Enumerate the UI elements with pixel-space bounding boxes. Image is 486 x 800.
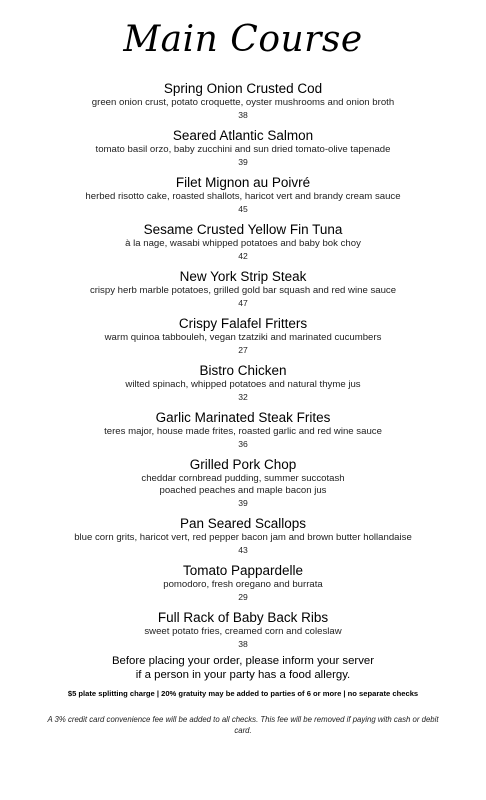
- menu-item-description: tomato basil orzo, baby zucchini and sun dried tomato-olive tapenade: [95, 144, 391, 155]
- menu-item-name: Filet Mignon au Poivré: [175, 175, 311, 190]
- menu-item-price: 45: [238, 204, 248, 214]
- menu-item: [8, 609, 478, 650]
- menu-item-description: herbed risotto cake, roasted shallots, haricot vert and brandy cream sauce: [85, 191, 401, 202]
- menu-item-description: sweet potato fries, creamed corn and coleslaw: [144, 626, 342, 637]
- menu-item: [8, 315, 478, 356]
- menu-item-description: teres major, house made frites, roasted garlic and red wine sauce: [104, 426, 382, 437]
- menu-item-description: warm quinoa tabbouleh, vegan tzatziki and marinated cucumbers: [104, 332, 382, 343]
- menu-item-name: New York Strip Steak: [179, 269, 307, 284]
- menu-item-name: Crispy Falafel Fritters: [178, 316, 308, 331]
- menu-item-name: Full Rack of Baby Back Ribs: [157, 610, 329, 625]
- menu-item-name: Bistro Chicken: [199, 363, 287, 378]
- menu-item: [8, 515, 478, 556]
- menu-item-price: 42: [238, 251, 248, 261]
- menu-item-price: 36: [238, 439, 248, 449]
- menu-item-name: Pan Seared Scallops: [179, 516, 307, 531]
- menu-item: [8, 80, 478, 121]
- menu-item: [8, 127, 478, 168]
- menu-item-price: 32: [238, 392, 248, 402]
- menu-item-name: Tomato Pappardelle: [182, 563, 304, 578]
- menu-item: [8, 362, 478, 403]
- menu-item: [8, 409, 478, 450]
- allergy-notice-line-1: Before placing your order, please inform your server: [111, 655, 375, 667]
- allergy-notice: [0, 654, 486, 682]
- menu-item-description: à la nage, wasabi whipped potatoes and baby bok choy: [125, 238, 361, 249]
- menu-item-name: Grilled Pork Chop: [189, 457, 297, 472]
- menu-item-name: Spring Onion Crusted Cod: [163, 81, 323, 96]
- menu-item: [8, 221, 478, 262]
- menu-items: [0, 80, 486, 650]
- menu-item: [8, 174, 478, 215]
- menu-item-price: 38: [238, 639, 248, 649]
- menu-item-description: poached peaches and maple bacon jus: [159, 485, 327, 496]
- menu-item: [8, 562, 478, 603]
- page-title: Main Course: [123, 19, 363, 60]
- menu-item-description: wilted spinach, whipped potatoes and natural thyme jus: [125, 379, 361, 390]
- menu-item-price: 39: [238, 498, 248, 508]
- menu-item: [8, 456, 478, 509]
- menu-item-name: Sesame Crusted Yellow Fin Tuna: [143, 222, 343, 237]
- menu-item-description: cheddar cornbread pudding, summer succotash: [141, 473, 345, 484]
- menu-item-price: 27: [238, 345, 248, 355]
- menu-item-description: blue corn grits, haricot vert, red pepper bacon jam and brown butter hollandaise: [74, 532, 412, 543]
- allergy-notice-line-2: if a person in your party has a food allergy.: [135, 669, 351, 681]
- menu-item-price: 47: [238, 298, 248, 308]
- menu-item-name: Garlic Marinated Steak Frites: [155, 410, 331, 425]
- menu-item-price: 38: [238, 110, 248, 120]
- menu-item-price: 43: [238, 545, 248, 555]
- menu-item-description: green onion crust, potato croquette, oyster mushrooms and onion broth: [91, 97, 395, 108]
- menu-item-description: crispy herb marble potatoes, grilled gold bar squash and red wine sauce: [89, 285, 397, 296]
- menu-item-price: 29: [238, 592, 248, 602]
- card-fee-note: A 3% credit card convenience fee will be added to all checks. This fee will be removed if paying with cash or debit card.: [47, 715, 439, 735]
- menu-item-price: 39: [238, 157, 248, 167]
- policy-line: $5 plate splitting charge | 20% gratuity may be added to parties of 6 or more | no separate checks: [67, 689, 419, 698]
- menu-item-name: Seared Atlantic Salmon: [172, 128, 314, 143]
- menu-item: [8, 268, 478, 309]
- menu-item-description: pomodoro, fresh oregano and burrata: [163, 579, 323, 590]
